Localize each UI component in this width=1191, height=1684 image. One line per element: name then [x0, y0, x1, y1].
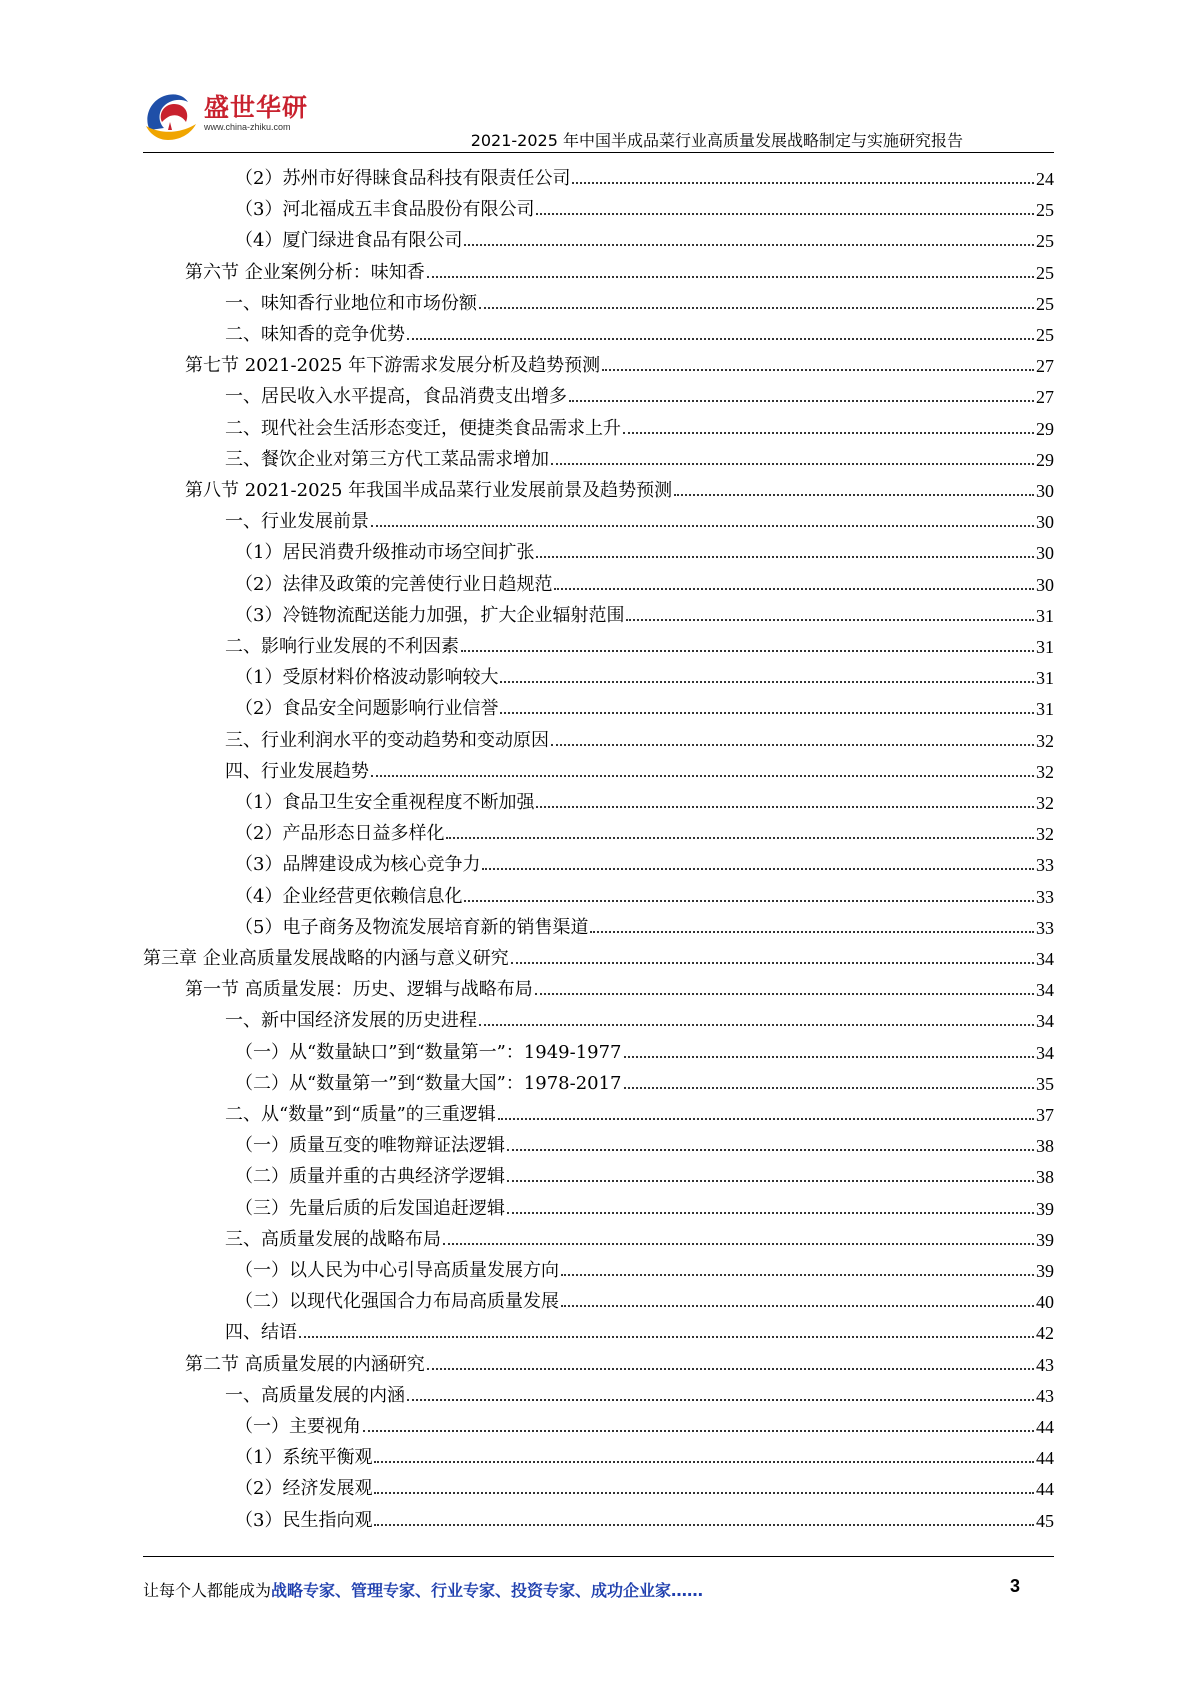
toc-dot-leader	[498, 1118, 1034, 1120]
toc-entry-page: 30	[1036, 574, 1054, 595]
toc-entry-title: （1）系统平衡观	[235, 1447, 373, 1469]
toc-entry-page: 44	[1036, 1479, 1054, 1500]
toc-entry-title: 第三章 企业高质量发展战略的内涵与意义研究	[143, 948, 509, 969]
toc-entry-page: 39	[1036, 1229, 1054, 1250]
toc-dot-leader	[500, 712, 1034, 714]
toc-entry-title: （三）先量后质的后发国追赶逻辑	[235, 1197, 505, 1219]
toc-dot-leader	[371, 775, 1034, 777]
toc-entry[interactable]	[185, 1346, 1054, 1376]
toc-entry-page: 39	[1036, 1261, 1054, 1281]
toc-dot-leader	[624, 1087, 1034, 1089]
toc-entry-title: （2）经济发展观	[235, 1478, 373, 1500]
toc-entry-page: 43	[1036, 1354, 1054, 1375]
toc-entry[interactable]	[185, 347, 1054, 377]
toc-entry-title: （1）受原材料价格波动影响较大	[235, 667, 499, 689]
toc-entry-page: 33	[1036, 855, 1054, 876]
toc-entry[interactable]	[225, 1314, 1054, 1344]
toc-entry-title: （2）食品安全问题影响行业信誉	[235, 698, 499, 720]
toc-entry-page: 25	[1036, 293, 1054, 314]
toc-entry-page: 27	[1036, 387, 1054, 408]
footer-divider	[143, 1556, 1054, 1557]
toc-dot-leader	[623, 432, 1034, 434]
toc-entry[interactable]	[235, 1158, 1054, 1188]
toc-dot-leader	[371, 525, 1034, 527]
toc-entry-page: 34	[1036, 949, 1054, 969]
logo-emblem-icon	[140, 82, 202, 144]
toc-entry[interactable]	[225, 410, 1054, 440]
toc-entry[interactable]	[235, 1470, 1054, 1500]
toc-entry[interactable]	[225, 628, 1054, 658]
toc-entry[interactable]	[235, 1065, 1054, 1095]
toc-entry-page: 42	[1036, 1323, 1054, 1344]
toc-entry[interactable]	[185, 254, 1054, 284]
toc-entry-page: 44	[1036, 1417, 1054, 1437]
toc-entry[interactable]	[235, 566, 1054, 596]
toc-dot-leader	[536, 556, 1034, 558]
toc-entry-page: 37	[1036, 1105, 1054, 1125]
toc-entry-title: 一、行业发展前景	[225, 511, 369, 533]
toc-dot-leader	[554, 588, 1034, 590]
toc-entry-page: 40	[1036, 1292, 1054, 1313]
toc-dot-leader	[536, 806, 1034, 808]
logo-url: www.china-zhiku.com	[204, 122, 291, 132]
logo-name: 盛世华研	[204, 93, 309, 122]
toc-entry-page: 32	[1036, 761, 1054, 782]
toc-entry-page: 35	[1036, 1073, 1054, 1094]
toc-entry[interactable]	[225, 503, 1054, 533]
toc-entry[interactable]	[235, 1283, 1054, 1313]
toc-entry[interactable]	[235, 1252, 1054, 1282]
toc-dot-leader	[535, 993, 1034, 995]
toc-entry[interactable]	[235, 534, 1054, 564]
toc-dot-leader	[407, 1399, 1034, 1401]
toc-dot-leader	[479, 1024, 1034, 1026]
toc-entry[interactable]	[225, 722, 1054, 752]
toc-entry[interactable]	[225, 378, 1054, 408]
toc-entry-page: 34	[1036, 1042, 1054, 1063]
toc-entry-title: （1）居民消费升级推动市场空间扩张	[235, 542, 535, 564]
toc-entry[interactable]	[143, 940, 1054, 970]
toc-entry-page: 33	[1036, 886, 1054, 907]
toc-entry-title: （2）苏州市好得睐食品科技有限责任公司	[235, 168, 571, 189]
toc-entry-page: 25	[1036, 262, 1054, 283]
toc-entry-title: 一、高质量发展的内涵	[225, 1384, 405, 1406]
toc-dot-leader	[602, 369, 1034, 371]
toc-entry[interactable]	[235, 909, 1054, 939]
toc-entry-page: 31	[1036, 605, 1054, 626]
toc-dot-leader	[626, 619, 1034, 621]
toc-dot-leader	[551, 463, 1034, 465]
toc-dot-leader	[551, 744, 1034, 746]
toc-entry-title: （3）冷链物流配送能力加强，扩大企业辐射范围	[235, 604, 625, 626]
footer-slogan-highlight: 战略专家、管理专家、行业专家、投资专家、成功企业家……	[271, 1581, 704, 1600]
toc-dot-leader	[674, 494, 1034, 496]
toc-entry-title: 第一节 高质量发展：历史、逻辑与战略布局	[185, 979, 533, 1001]
footer-slogan-prefix: 让每个人都能成为	[143, 1581, 272, 1600]
toc-entry-title: 一、味知香行业地位和市场份额	[225, 292, 477, 314]
toc-entry-page: 33	[1036, 917, 1054, 938]
toc-entry[interactable]	[185, 971, 1054, 1001]
toc-entry[interactable]	[235, 597, 1054, 627]
toc-entry-page: 30	[1036, 481, 1054, 501]
toc-entry-title: 二、影响行业发展的不利因素	[225, 636, 459, 657]
toc-entry[interactable]	[225, 753, 1054, 783]
toc-dot-leader	[507, 1212, 1034, 1214]
toc-dot-leader	[507, 1180, 1034, 1182]
toc-dot-leader	[561, 1274, 1034, 1276]
toc-entry[interactable]	[225, 441, 1054, 471]
toc-entry-title: （1）食品卫生安全重视程度不断加强	[235, 792, 535, 813]
footer-slogan	[143, 1578, 703, 1601]
toc-entry-title: 第六节 企业案例分析：味知香	[185, 261, 425, 283]
toc-dot-leader	[407, 338, 1034, 340]
toc-dot-leader	[464, 900, 1034, 902]
toc-entry[interactable]	[235, 160, 1054, 190]
toc-dot-leader	[536, 213, 1034, 215]
toc-entry-title: 二、味知香的竞争优势	[225, 324, 405, 345]
toc-entry-title: （4）厦门绿进食品有限公司	[235, 230, 463, 252]
toc-dot-leader	[374, 1492, 1034, 1494]
toc-dot-leader	[446, 837, 1034, 839]
toc-entry-title: 二、现代社会生活形态变迁，便捷类食品需求上升	[225, 417, 621, 439]
toc-dot-leader	[511, 962, 1034, 964]
toc-entry[interactable]	[235, 1190, 1054, 1220]
toc-entry[interactable]	[185, 472, 1054, 502]
toc-entry-title: （2）法律及政策的完善使行业日趋规范	[235, 573, 553, 595]
toc-entry-title: 一、居民收入水平提高，食品消费支出增多	[225, 386, 567, 408]
toc-entry-page: 30	[1036, 512, 1054, 533]
toc-dot-leader	[427, 1368, 1034, 1370]
toc-entry-page: 38	[1036, 1136, 1054, 1157]
toc-entry-title: 一、新中国经济发展的历史进程	[225, 1010, 477, 1032]
toc-dot-leader	[464, 244, 1034, 246]
toc-entry[interactable]	[235, 784, 1054, 814]
toc-dot-leader	[500, 681, 1034, 683]
toc-dot-leader	[363, 1430, 1034, 1432]
toc-entry-page: 34	[1036, 1011, 1054, 1032]
toc-entry[interactable]	[235, 846, 1054, 876]
toc-entry-title: （3）品牌建设成为核心竞争力	[235, 854, 481, 876]
toc-entry-page: 32	[1036, 824, 1054, 845]
toc-entry-page: 43	[1036, 1385, 1054, 1406]
toc-dot-leader	[443, 1243, 1034, 1245]
toc-entry[interactable]	[235, 659, 1054, 689]
toc-entry[interactable]	[235, 1034, 1054, 1064]
toc-entry[interactable]	[235, 1127, 1054, 1157]
toc-entry[interactable]	[235, 878, 1054, 908]
toc-entry-title: （二）以现代化强国合力布局高质量发展	[235, 1291, 559, 1313]
toc-entry-page: 31	[1036, 637, 1054, 657]
toc-entry-title: 二、从“数量”到“质量”的三重逻辑	[225, 1104, 496, 1125]
toc-entry-page: 38	[1036, 1167, 1054, 1188]
toc-entry-page: 39	[1036, 1198, 1054, 1219]
toc-entry-page: 29	[1036, 418, 1054, 439]
toc-entry-page: 32	[1036, 730, 1054, 751]
report-title: 2021-2025 年中国半成品菜行业高质量发展战略制定与实施研究报告	[470, 131, 963, 150]
toc-entry-title: 三、餐饮企业对第三方代工菜品需求增加	[225, 448, 549, 470]
toc-dot-leader	[374, 1461, 1034, 1463]
toc-entry-title: 四、结语	[225, 1322, 297, 1344]
toc-entry-page: 31	[1036, 699, 1054, 720]
toc-entry-page: 30	[1036, 543, 1054, 564]
toc-entry[interactable]	[235, 1408, 1054, 1438]
toc-entry-title: （3）民生指向观	[235, 1509, 373, 1531]
toc-entry[interactable]	[235, 1502, 1054, 1532]
toc-entry-title: 第七节 2021-2025 年下游需求发展分析及趋势预测	[185, 355, 601, 377]
toc-dot-leader	[624, 1056, 1034, 1058]
toc-entry-title: （5）电子商务及物流发展培育新的销售渠道	[235, 916, 589, 938]
toc-entry-title: （二）从“数量第一”到“数量大国”：1978-2017	[235, 1072, 622, 1094]
toc-dot-leader	[461, 650, 1034, 652]
toc-dot-leader	[590, 931, 1034, 933]
toc-entry[interactable]	[225, 285, 1054, 315]
toc-entry-page: 44	[1036, 1448, 1054, 1469]
toc-entry-page: 24	[1036, 169, 1054, 189]
toc-entry[interactable]	[235, 815, 1054, 845]
company-logo	[140, 82, 310, 152]
toc-dot-leader	[427, 276, 1034, 278]
toc-entry[interactable]	[225, 1096, 1054, 1126]
toc-entry-page: 29	[1036, 449, 1054, 470]
header-divider	[143, 152, 1054, 153]
toc-dot-leader	[479, 307, 1034, 309]
toc-entry-title: （4）企业经营更依赖信息化	[235, 885, 463, 907]
toc-dot-leader	[299, 1336, 1034, 1338]
page-number: 3	[1010, 1576, 1021, 1596]
toc-entry-title: （3）河北福成五丰食品股份有限公司	[235, 199, 535, 221]
toc-entry[interactable]	[225, 316, 1054, 346]
toc-entry[interactable]	[225, 1377, 1054, 1407]
toc-dot-leader	[561, 1305, 1034, 1307]
toc-entry[interactable]	[235, 191, 1054, 221]
toc-entry-page: 34	[1036, 980, 1054, 1001]
toc-entry-page: 27	[1036, 356, 1054, 377]
toc-entry-page: 45	[1036, 1510, 1054, 1531]
toc-dot-leader	[507, 1149, 1034, 1151]
toc-dot-leader	[482, 868, 1034, 870]
toc-entry[interactable]	[225, 1221, 1054, 1251]
toc-entry-page: 25	[1036, 200, 1054, 221]
toc-entry-page: 25	[1036, 325, 1054, 345]
toc-entry-title: （一）从“数量缺口”到“数量第一”：1949-1977	[235, 1041, 622, 1063]
toc-entry-title: 三、行业利润水平的变动趋势和变动原因	[225, 729, 549, 751]
toc-dot-leader	[374, 1524, 1034, 1526]
toc-entry-title: 三、高质量发展的战略布局	[225, 1228, 441, 1250]
toc-entry[interactable]	[235, 222, 1054, 252]
toc-entry-title: （一）主要视角	[235, 1416, 361, 1437]
toc-entry[interactable]	[225, 1002, 1054, 1032]
toc-dot-leader	[572, 182, 1034, 184]
toc-entry-title: （二）质量并重的古典经济学逻辑	[235, 1166, 505, 1188]
toc-entry-page: 25	[1036, 231, 1054, 252]
toc-entry[interactable]	[235, 690, 1054, 720]
toc-entry-title: 第八节 2021-2025 年我国半成品菜行业发展前景及趋势预测	[185, 480, 673, 501]
toc-entry[interactable]	[235, 1439, 1054, 1469]
toc-entry-title: （2）产品形态日益多样化	[235, 823, 445, 845]
toc-entry-title: （一）以人民为中心引导高质量发展方向	[235, 1260, 559, 1281]
toc-entry-page: 32	[1036, 793, 1054, 813]
toc-entry-page: 31	[1036, 668, 1054, 689]
toc-dot-leader	[569, 400, 1034, 402]
toc-entry-title: 第二节 高质量发展的内涵研究	[185, 1353, 425, 1375]
toc-entry-title: 四、行业发展趋势	[225, 760, 369, 782]
toc-entry-title: （一）质量互变的唯物辩证法逻辑	[235, 1135, 505, 1157]
